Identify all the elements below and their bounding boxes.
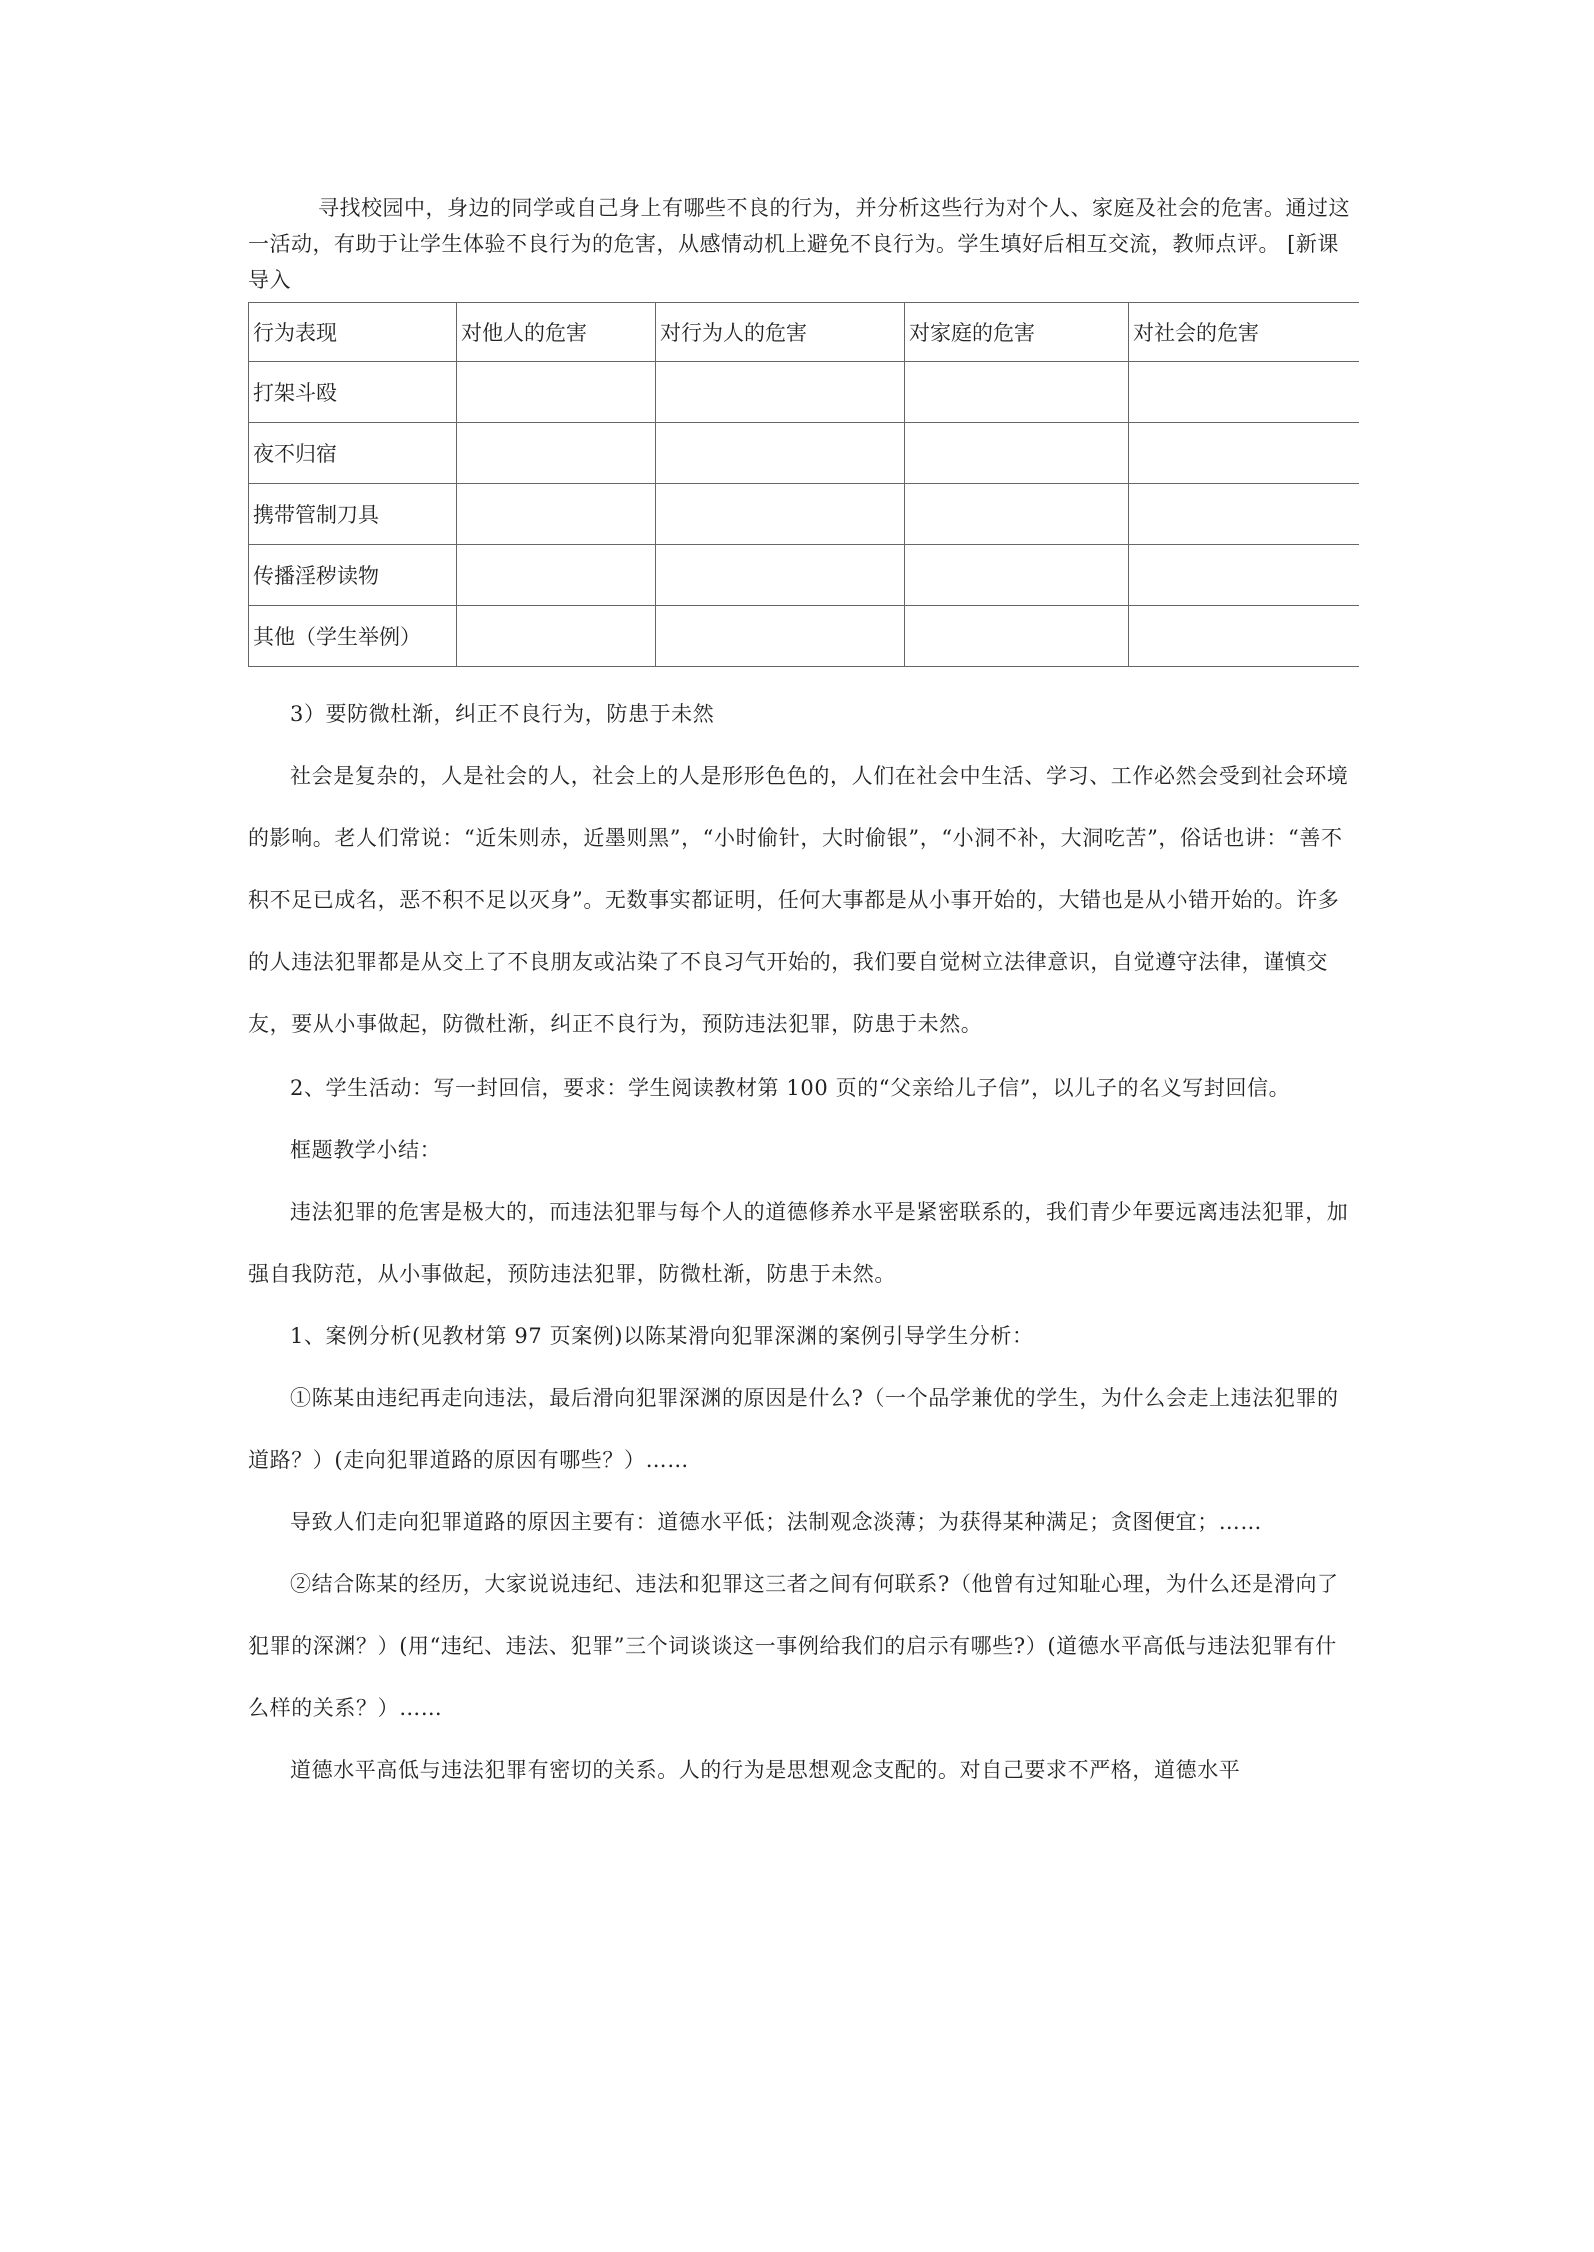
table-cell bbox=[905, 362, 1129, 423]
table-cell-behavior: 传播淫秽读物 bbox=[249, 545, 457, 606]
table-cell-behavior: 携带管制刀具 bbox=[249, 484, 457, 545]
table-cell bbox=[905, 484, 1129, 545]
answer-paragraph: 道德水平高低与违法犯罪有密切的关系。人的行为是思想观念支配的。对自己要求不严格，道德水平 bbox=[290, 1758, 1241, 1782]
question-paragraph: ②结合陈某的经历，大家说说违纪、违法和犯罪这三者之间有何联系?（他曾有过知耻心理，为什么还是滑向了犯罪的深渊？）(用“违纪、违法、犯罪”三个词谈谈这一事例给我们的启示有哪些?）(道德水平高低与违法犯罪有什么样的关系？）…… bbox=[248, 1572, 1339, 1720]
table-cell bbox=[656, 362, 905, 423]
summary-heading: 框题教学小结： bbox=[290, 1138, 442, 1162]
table-cell bbox=[656, 484, 905, 545]
summary-paragraph: 违法犯罪的危害是极大的，而违法犯罪与每个人的道德修养水平是紧密联系的，我们青少年要远离违法犯罪，加强自我防范，从小事做起，预防违法犯罪，防微杜渐，防患于未然。 bbox=[248, 1200, 1349, 1286]
table-row bbox=[249, 423, 1359, 484]
activity-paragraph: 2、学生活动：写一封回信，要求：学生阅读教材第 100 页的“父亲给儿子信”，以儿子的名义写封回信。 bbox=[290, 1076, 1291, 1100]
table-row bbox=[249, 362, 1359, 423]
table-cell bbox=[1129, 484, 1359, 545]
table-cell bbox=[656, 545, 905, 606]
table-header-cell: 对他人的危害 bbox=[457, 303, 656, 362]
table-cell bbox=[457, 484, 656, 545]
table-cell bbox=[905, 545, 1129, 606]
table-header-cell: 对家庭的危害 bbox=[905, 303, 1129, 362]
table-cell bbox=[656, 423, 905, 484]
hazard-table bbox=[248, 302, 1359, 667]
table-cell bbox=[1129, 423, 1359, 484]
table-row bbox=[249, 545, 1359, 606]
intro-paragraph: 寻找校园中，身边的同学或自己身上有哪些不良的行为，并分析这些行为对个人、家庭及社会的危害。通过这一活动，有助于让学生体验不良行为的危害，从感情动机上避免不良行为。学生填好后相互交流，教师点评。 [新课导入 bbox=[248, 196, 1350, 292]
table-row bbox=[249, 484, 1359, 545]
table-row bbox=[249, 606, 1359, 667]
table-cell bbox=[457, 362, 656, 423]
case-analysis-paragraph: 1、案例分析(见教材第 97 页案例)以陈某滑向犯罪深渊的案例引导学生分析： bbox=[290, 1324, 1034, 1348]
table-header-row bbox=[249, 303, 1359, 362]
table-cell bbox=[905, 606, 1129, 667]
table-cell-behavior: 打架斗殴 bbox=[249, 362, 457, 423]
answer-paragraph: 导致人们走向犯罪道路的原因主要有：道德水平低；法制观念淡薄；为获得某种满足；贪图便宜；…… bbox=[290, 1510, 1262, 1534]
table-cell bbox=[1129, 362, 1359, 423]
table-cell-behavior: 其他（学生举例） bbox=[249, 606, 457, 667]
body-paragraph: 社会是复杂的，人是社会的人，社会上的人是形形色色的，人们在社会中生活、学习、工作必然会受到社会环境的影响。老人们常说：“近朱则赤，近墨则黑”，“小时偷针，大时偷银”，“小洞不补，大洞吃苦”，俗话也讲：“善不积不足已成名，恶不积不足以灭身”。无数事实都证明，任何大事都是从小事开始的，大错也是从小错开始的。许多的人违法犯罪都是从交上了不良朋友或沾染了不良习气开始的，我们要自觉树立法律意识，自觉遵守法律，谨慎交友，要从小事做起，防微杜渐，纠正不良行为，预防违法犯罪，防患于未然。 bbox=[248, 764, 1349, 1036]
table-header-cell: 对社会的危害 bbox=[1129, 303, 1359, 362]
table-cell bbox=[1129, 545, 1359, 606]
document-page bbox=[248, 190, 1358, 1801]
section-heading: 3）要防微杜渐，纠正不良行为，防患于未然 bbox=[290, 702, 715, 726]
table-cell bbox=[656, 606, 905, 667]
table-cell bbox=[905, 423, 1129, 484]
table-cell bbox=[457, 545, 656, 606]
table-cell-behavior: 夜不归宿 bbox=[249, 423, 457, 484]
table-cell bbox=[457, 606, 656, 667]
table-header-cell: 行为表现 bbox=[249, 303, 457, 362]
table-cell bbox=[457, 423, 656, 484]
table-cell bbox=[1129, 606, 1359, 667]
question-paragraph: ①陈某由违纪再走向违法，最后滑向犯罪深渊的原因是什么?（一个品学兼优的学生，为什么会走上违法犯罪的道路？）(走向犯罪道路的原因有哪些？）…… bbox=[248, 1386, 1339, 1472]
table-header-cell: 对行为人的危害 bbox=[656, 303, 905, 362]
